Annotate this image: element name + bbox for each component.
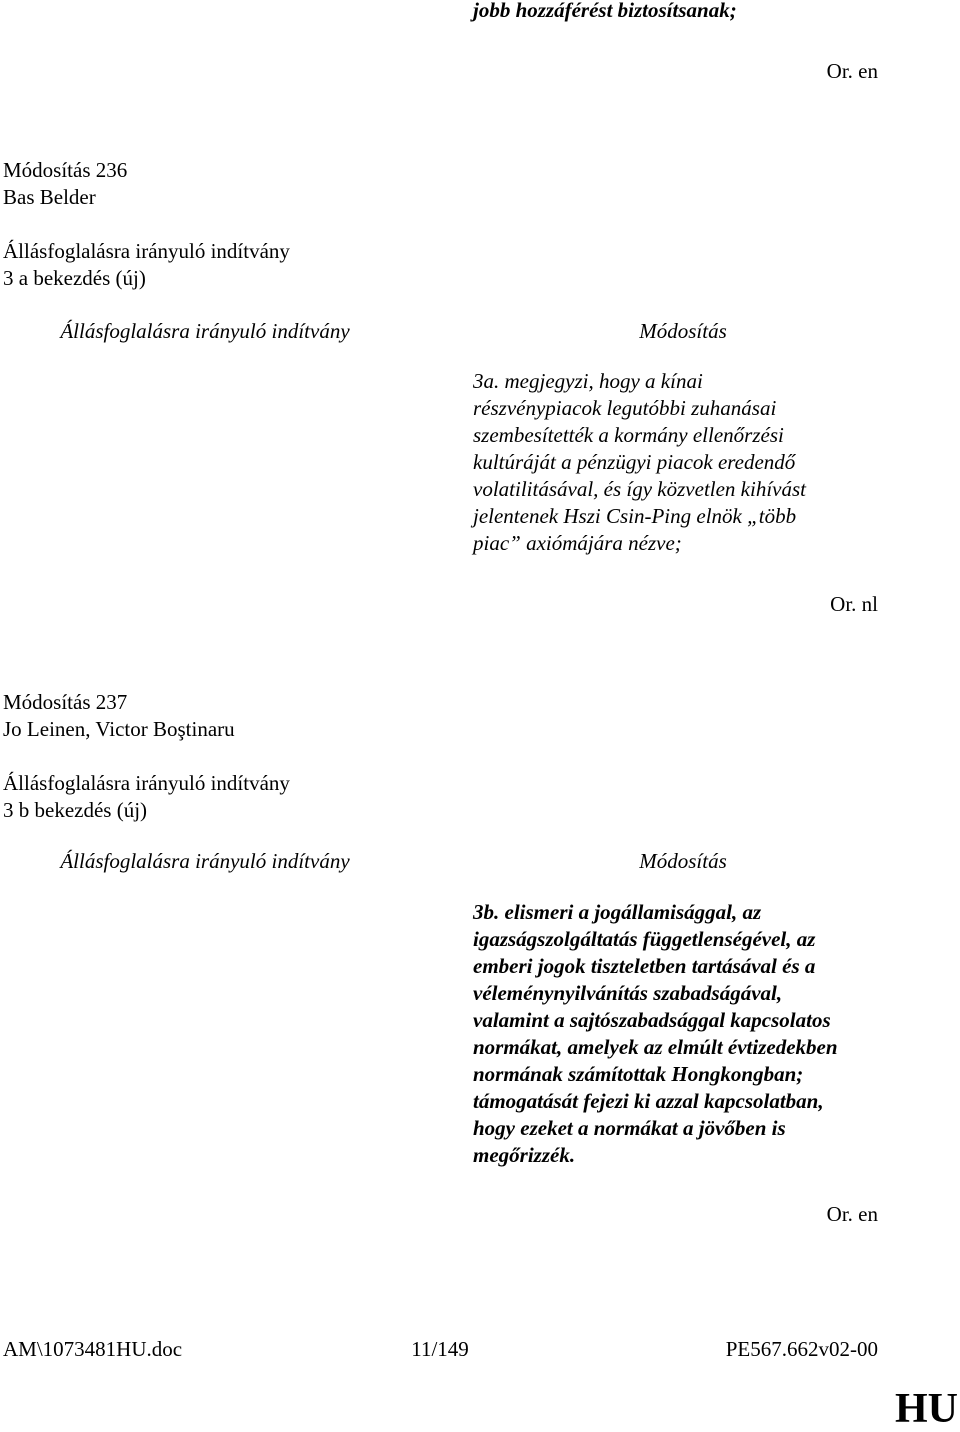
text-line: támogatását fejezi ki azzal kapcsolatban, <box>473 1089 824 1113</box>
amendment-target: Állásfoglalásra irányuló indítvány <box>3 239 290 263</box>
column-header-right: Módosítás <box>639 319 727 343</box>
amendment-text <box>473 899 893 1169</box>
text-line: véleménynyilvánítás szabadságával, <box>473 981 783 1005</box>
pe-reference: PE567.662v02-00 <box>725 1337 878 1361</box>
amendment-number: Módosítás 236 <box>3 158 128 182</box>
text-line: piac” axiómájára nézve; <box>473 531 682 555</box>
text-line: emberi jogok tiszteletben tartásával és a <box>473 954 816 978</box>
column-header-right: Módosítás <box>639 849 727 873</box>
amendment-authors: Jo Leinen, Victor Boştinaru <box>3 717 235 741</box>
original-language-label: Or. nl <box>830 592 878 616</box>
document-reference: AM\1073481HU.doc <box>3 1337 183 1361</box>
text-line: 3b. elismeri a jogállamisággal, az <box>473 900 762 924</box>
text-line: megőrizzék. <box>473 1143 576 1167</box>
text-line: normákat, amelyek az elmúlt évtizedekben <box>473 1035 838 1059</box>
amendment-paragraph: 3 a bekezdés (új) <box>3 266 146 290</box>
amendment-paragraph: 3 b bekezdés (új) <box>3 798 148 822</box>
amendment-text <box>473 368 893 557</box>
continuation-text: jobb hozzáférést biztosítsanak; <box>473 0 737 22</box>
page-number: 11/149 <box>411 1337 469 1361</box>
column-header-left: Állásfoglalásra irányuló indítvány <box>60 319 350 343</box>
text-line: valamint a sajtószabadsággal kapcsolatos <box>473 1008 831 1032</box>
text-line: részvénypiacok legutóbbi zuhanásai <box>473 396 777 420</box>
text-line: hogy ezeket a normákat a jövőben is <box>473 1116 786 1140</box>
column-header-left: Állásfoglalásra irányuló indítvány <box>60 849 350 873</box>
amendment-number: Módosítás 237 <box>3 690 128 714</box>
text-line: 3a. megjegyzi, hogy a kínai <box>473 369 703 393</box>
text-line: kultúráját a pénzügyi piacok eredendő <box>473 450 796 474</box>
text-line: szembesítették a kormány ellenőrzési <box>473 423 784 447</box>
amendment-authors: Bas Belder <box>3 185 96 209</box>
text-line: normának számítottak Hongkongban; <box>473 1062 804 1086</box>
original-language-label: Or. en <box>826 59 878 83</box>
language-code: HU <box>895 1386 958 1432</box>
text-line: igazságszolgáltatás függetlenségével, az <box>473 927 816 951</box>
text-line: jelentenek Hszi Csin-Ping elnök „több <box>473 504 797 528</box>
original-language-label: Or. en <box>826 1202 878 1226</box>
text-line: volatilitásával, és így közvetlen kihívást <box>473 477 806 501</box>
amendment-target: Állásfoglalásra irányuló indítvány <box>3 771 290 795</box>
